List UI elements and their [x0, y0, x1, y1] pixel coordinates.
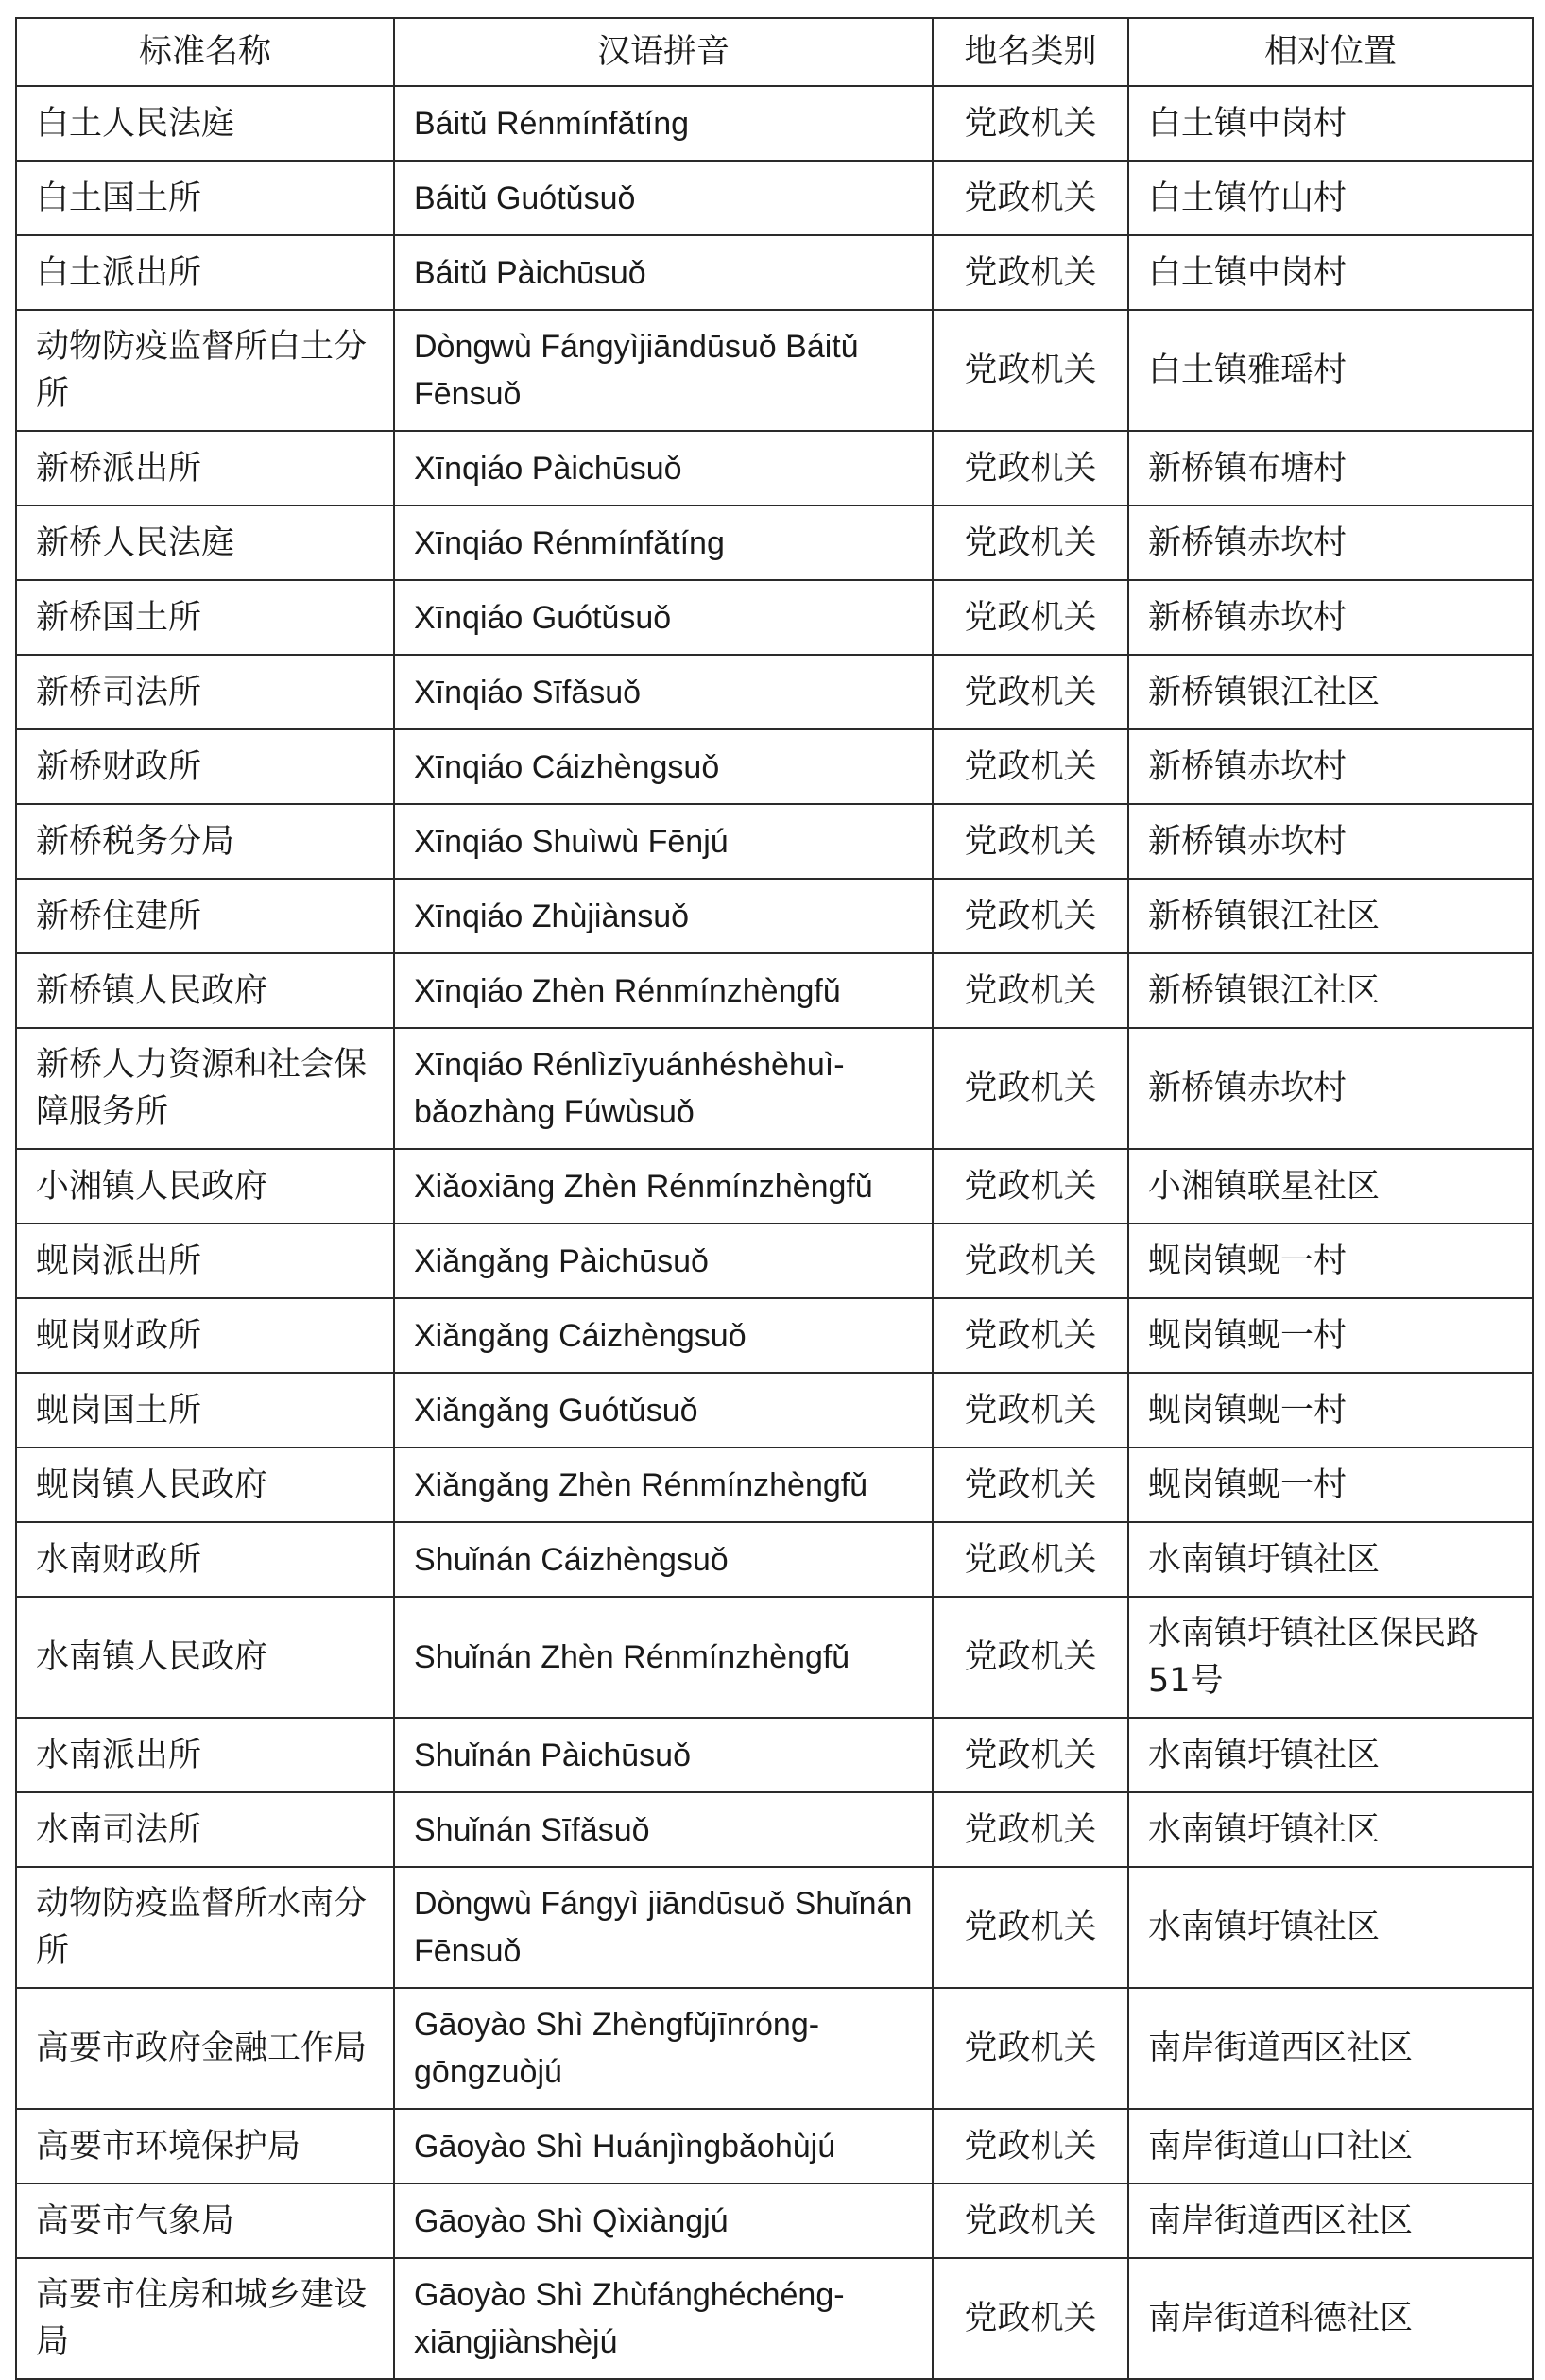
cell-category: 党政机关 [933, 1988, 1128, 2109]
cell-location: 水南镇圩镇社区 [1128, 1792, 1533, 1867]
cell-category: 党政机关 [933, 1447, 1128, 1522]
cell-pinyin: Xiǎngǎng Guótǔsuǒ [394, 1373, 933, 1447]
header-pinyin: 汉语拼音 [394, 18, 933, 86]
cell-category: 党政机关 [933, 1718, 1128, 1792]
table-row [16, 1718, 1533, 1792]
cell-pinyin: Báitǔ Pàichūsuǒ [394, 235, 933, 310]
cell-pinyin: Shuǐnán Pàichūsuǒ [394, 1718, 933, 1792]
cell-pinyin: Xīnqiáo Zhèn Rénmínzhèngfǔ [394, 953, 933, 1028]
cell-pinyin: Dòngwù Fángyìjiāndūsuǒ Báitǔ Fēnsuǒ [394, 310, 933, 431]
table-row [16, 1867, 1533, 1988]
cell-standard-name: 新桥人民法庭 [16, 505, 394, 580]
cell-pinyin: Xīnqiáo Shuìwù Fēnjú [394, 804, 933, 879]
cell-location: 蚬岗镇蚬一村 [1128, 1298, 1533, 1373]
place-name-table [15, 17, 1534, 2380]
cell-category: 党政机关 [933, 2258, 1128, 2379]
cell-pinyin: Xīnqiáo Guótǔsuǒ [394, 580, 933, 655]
cell-standard-name: 白土国土所 [16, 161, 394, 235]
cell-location: 新桥镇赤坎村 [1128, 1028, 1533, 1149]
table-row [16, 2258, 1533, 2379]
cell-standard-name: 水南财政所 [16, 1522, 394, 1597]
cell-category: 党政机关 [933, 1028, 1128, 1149]
cell-standard-name: 高要市环境保护局 [16, 2109, 394, 2183]
cell-pinyin: Gāoyào Shì Zhèngfǔjīnróng-gōngzuòjú [394, 1988, 933, 2109]
table-row [16, 804, 1533, 879]
cell-pinyin: Xiǎngǎng Cáizhèngsuǒ [394, 1298, 933, 1373]
cell-category: 党政机关 [933, 879, 1128, 953]
table-row [16, 655, 1533, 729]
table-row [16, 235, 1533, 310]
header-category: 地名类别 [933, 18, 1128, 86]
cell-category: 党政机关 [933, 2183, 1128, 2258]
cell-location: 水南镇圩镇社区 [1128, 1522, 1533, 1597]
table-row [16, 1792, 1533, 1867]
cell-location: 蚬岗镇蚬一村 [1128, 1447, 1533, 1522]
cell-location: 水南镇圩镇社区 [1128, 1867, 1533, 1988]
table-row [16, 879, 1533, 953]
table-row [16, 310, 1533, 431]
cell-pinyin: Xiǎoxiāng Zhèn Rénmínzhèngfǔ [394, 1149, 933, 1224]
cell-category: 党政机关 [933, 1522, 1128, 1597]
cell-category: 党政机关 [933, 431, 1128, 505]
table-row [16, 1224, 1533, 1298]
table-row [16, 1028, 1533, 1149]
cell-location: 水南镇圩镇社区 [1128, 1718, 1533, 1792]
table-row [16, 1447, 1533, 1522]
table-row [16, 86, 1533, 161]
cell-pinyin: Shuǐnán Sīfǎsuǒ [394, 1792, 933, 1867]
cell-location: 小湘镇联星社区 [1128, 1149, 1533, 1224]
cell-pinyin: Shuǐnán Zhèn Rénmínzhèngfǔ [394, 1597, 933, 1718]
cell-pinyin: Xīnqiáo Cáizhèngsuǒ [394, 729, 933, 804]
cell-pinyin: Xiǎngǎng Pàichūsuǒ [394, 1224, 933, 1298]
cell-category: 党政机关 [933, 1298, 1128, 1373]
table-row [16, 431, 1533, 505]
cell-location: 白土镇雅瑶村 [1128, 310, 1533, 431]
cell-standard-name: 小湘镇人民政府 [16, 1149, 394, 1224]
table-row [16, 1522, 1533, 1597]
cell-standard-name: 新桥住建所 [16, 879, 394, 953]
cell-location: 新桥镇赤坎村 [1128, 804, 1533, 879]
table-row [16, 1597, 1533, 1718]
cell-standard-name: 新桥镇人民政府 [16, 953, 394, 1028]
cell-pinyin: Xīnqiáo Sīfǎsuǒ [394, 655, 933, 729]
cell-location: 新桥镇赤坎村 [1128, 729, 1533, 804]
cell-category: 党政机关 [933, 655, 1128, 729]
cell-location: 新桥镇银江社区 [1128, 953, 1533, 1028]
cell-category: 党政机关 [933, 505, 1128, 580]
cell-standard-name: 白土人民法庭 [16, 86, 394, 161]
table-row [16, 2109, 1533, 2183]
cell-category: 党政机关 [933, 1597, 1128, 1718]
cell-location: 新桥镇布塘村 [1128, 431, 1533, 505]
cell-category: 党政机关 [933, 580, 1128, 655]
cell-standard-name: 高要市住房和城乡建设局 [16, 2258, 394, 2379]
table-row [16, 729, 1533, 804]
table-row [16, 1988, 1533, 2109]
cell-pinyin: Xīnqiáo Zhùjiànsuǒ [394, 879, 933, 953]
cell-category: 党政机关 [933, 953, 1128, 1028]
cell-pinyin: Xiǎngǎng Zhèn Rénmínzhèngfǔ [394, 1447, 933, 1522]
header-row [16, 18, 1533, 86]
cell-location: 新桥镇银江社区 [1128, 655, 1533, 729]
cell-location: 白土镇中岗村 [1128, 235, 1533, 310]
cell-location: 南岸街道西区社区 [1128, 2183, 1533, 2258]
cell-category: 党政机关 [933, 161, 1128, 235]
cell-standard-name: 动物防疫监督所白土分所 [16, 310, 394, 431]
cell-category: 党政机关 [933, 1224, 1128, 1298]
cell-location: 蚬岗镇蚬一村 [1128, 1224, 1533, 1298]
cell-category: 党政机关 [933, 235, 1128, 310]
cell-standard-name: 蚬岗镇人民政府 [16, 1447, 394, 1522]
table-row [16, 505, 1533, 580]
cell-location: 水南镇圩镇社区保民路51号 [1128, 1597, 1533, 1718]
cell-standard-name: 新桥派出所 [16, 431, 394, 505]
cell-pinyin: Xīnqiáo Rénlìzīyuánhéshèhuì-bǎozhàng Fúwùsuǒ [394, 1028, 933, 1149]
table-row [16, 161, 1533, 235]
cell-category: 党政机关 [933, 1149, 1128, 1224]
cell-location: 新桥镇银江社区 [1128, 879, 1533, 953]
cell-category: 党政机关 [933, 729, 1128, 804]
cell-standard-name: 水南派出所 [16, 1718, 394, 1792]
cell-standard-name: 蚬岗国土所 [16, 1373, 394, 1447]
cell-category: 党政机关 [933, 1867, 1128, 1988]
cell-category: 党政机关 [933, 1792, 1128, 1867]
header-standard-name: 标准名称 [16, 18, 394, 86]
cell-location: 蚬岗镇蚬一村 [1128, 1373, 1533, 1447]
table-row [16, 1149, 1533, 1224]
cell-pinyin: Báitǔ Guótǔsuǒ [394, 161, 933, 235]
table-row [16, 580, 1533, 655]
cell-pinyin: Xīnqiáo Pàichūsuǒ [394, 431, 933, 505]
cell-location: 新桥镇赤坎村 [1128, 580, 1533, 655]
cell-category: 党政机关 [933, 86, 1128, 161]
cell-category: 党政机关 [933, 1373, 1128, 1447]
cell-pinyin: Dòngwù Fángyì jiāndūsuǒ Shuǐnán Fēnsuǒ [394, 1867, 933, 1988]
cell-category: 党政机关 [933, 310, 1128, 431]
cell-pinyin: Shuǐnán Cáizhèngsuǒ [394, 1522, 933, 1597]
cell-standard-name: 新桥人力资源和社会保障服务所 [16, 1028, 394, 1149]
cell-location: 白土镇竹山村 [1128, 161, 1533, 235]
cell-standard-name: 新桥国土所 [16, 580, 394, 655]
cell-category: 党政机关 [933, 2109, 1128, 2183]
cell-standard-name: 新桥财政所 [16, 729, 394, 804]
table-row [16, 1298, 1533, 1373]
cell-standard-name: 蚬岗派出所 [16, 1224, 394, 1298]
cell-pinyin: Gāoyào Shì Zhùfánghéchéng-xiāngjiànshèjú [394, 2258, 933, 2379]
cell-location: 南岸街道科德社区 [1128, 2258, 1533, 2379]
cell-standard-name: 高要市气象局 [16, 2183, 394, 2258]
cell-standard-name: 高要市政府金融工作局 [16, 1988, 394, 2109]
cell-standard-name: 水南司法所 [16, 1792, 394, 1867]
cell-standard-name: 新桥司法所 [16, 655, 394, 729]
cell-pinyin: Xīnqiáo Rénmínfǎtíng [394, 505, 933, 580]
cell-location: 南岸街道山口社区 [1128, 2109, 1533, 2183]
table-row [16, 1373, 1533, 1447]
header-location: 相对位置 [1128, 18, 1533, 86]
cell-standard-name: 动物防疫监督所水南分所 [16, 1867, 394, 1988]
cell-pinyin: Báitǔ Rénmínfǎtíng [394, 86, 933, 161]
cell-category: 党政机关 [933, 804, 1128, 879]
cell-standard-name: 水南镇人民政府 [16, 1597, 394, 1718]
cell-location: 新桥镇赤坎村 [1128, 505, 1533, 580]
cell-pinyin: Gāoyào Shì Huánjìngbǎohùjú [394, 2109, 933, 2183]
cell-location: 白土镇中岗村 [1128, 86, 1533, 161]
cell-standard-name: 新桥税务分局 [16, 804, 394, 879]
table-body [16, 86, 1533, 2379]
cell-standard-name: 白土派出所 [16, 235, 394, 310]
cell-pinyin: Gāoyào Shì Qìxiàngjú [394, 2183, 933, 2258]
table-row [16, 2183, 1533, 2258]
table-row [16, 953, 1533, 1028]
cell-standard-name: 蚬岗财政所 [16, 1298, 394, 1373]
cell-location: 南岸街道西区社区 [1128, 1988, 1533, 2109]
